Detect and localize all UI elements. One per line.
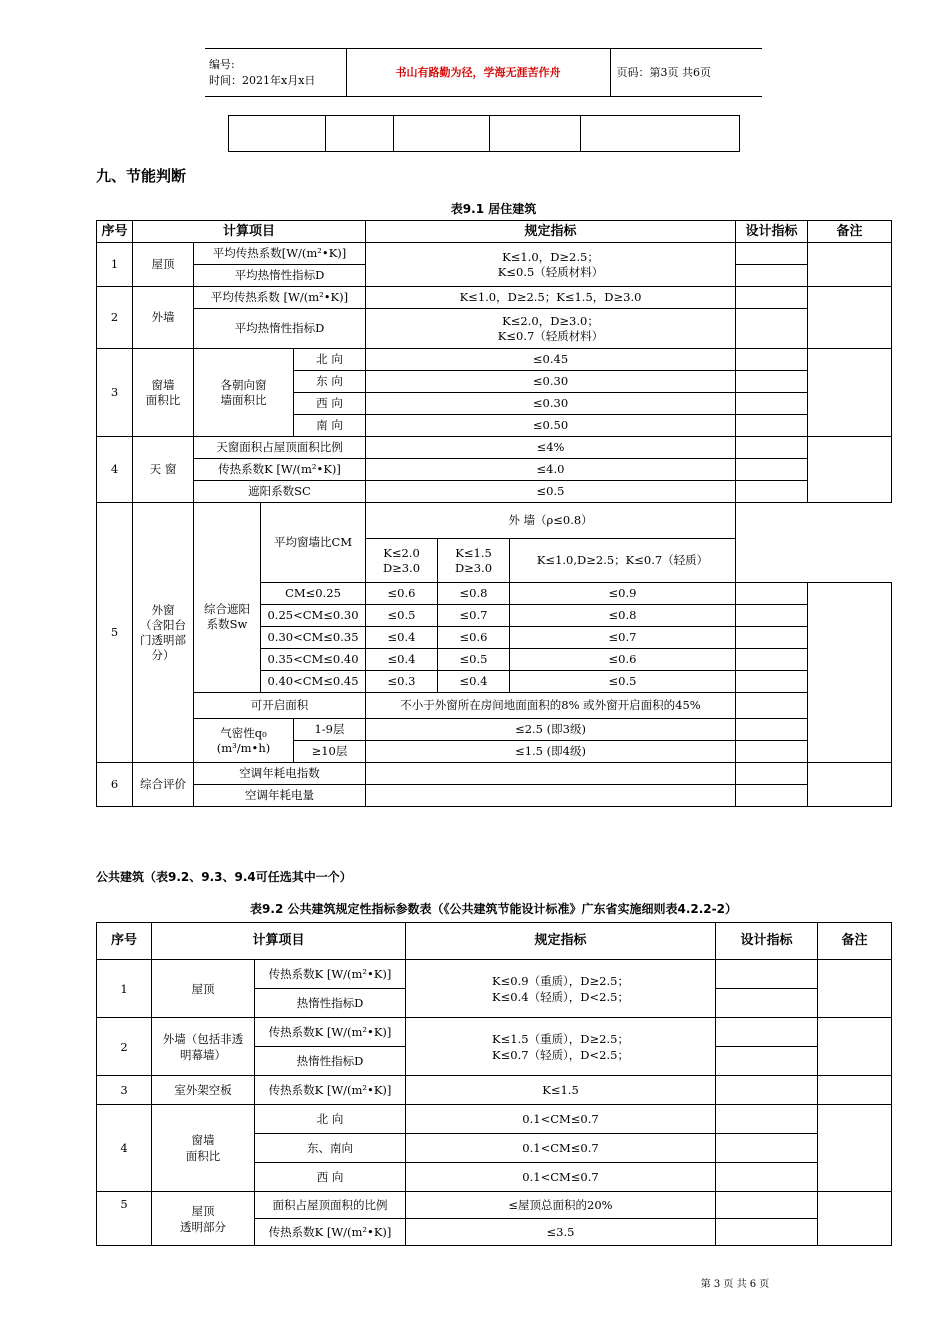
row-item: 传热系数K [W/(m²•K)] bbox=[194, 459, 366, 481]
row-name: 综合评价 bbox=[133, 763, 194, 807]
design-cell bbox=[736, 605, 808, 627]
row-item: 平均热惰性指标D bbox=[194, 309, 366, 349]
row-spec: 0.1<CM≤0.7 bbox=[406, 1163, 716, 1192]
header-id: 编号: bbox=[209, 57, 235, 71]
col-header-no: 序号 bbox=[97, 221, 133, 243]
design-cell bbox=[716, 1018, 818, 1047]
design-cell bbox=[736, 309, 808, 349]
col-header-spec: 规定指标 bbox=[366, 221, 736, 243]
row-spec: 0.1<CM≤0.7 bbox=[406, 1134, 716, 1163]
design-cell bbox=[736, 481, 808, 503]
row-direction: 北 向 bbox=[255, 1105, 406, 1134]
row-direction: 西 向 bbox=[255, 1163, 406, 1192]
row-spec: ≤4% bbox=[366, 437, 736, 459]
open-area-spec: 不小于外窗所在房间地面面积的8% 或外窗开启面积的45% bbox=[366, 693, 736, 719]
row-item: 传热系数K [W/(m²•K)] bbox=[255, 1219, 406, 1246]
sw-value: ≤0.4 bbox=[438, 671, 510, 693]
design-cell bbox=[736, 785, 808, 807]
note-cell bbox=[808, 437, 892, 503]
design-cell bbox=[736, 265, 808, 287]
row-name: 窗墙 面积比 bbox=[152, 1105, 255, 1192]
sw-value: ≤0.4 bbox=[366, 627, 438, 649]
design-cell bbox=[716, 1192, 818, 1219]
public-title: 公共建筑（表9.2、9.3、9.4可任选其中一个） bbox=[96, 870, 352, 884]
wall-col: K≤1.5 D≥3.0 bbox=[438, 539, 510, 583]
row-no: 6 bbox=[97, 763, 133, 807]
row-item: 平均传热系数[W/(m²•K)] bbox=[194, 243, 366, 265]
design-cell bbox=[716, 1047, 818, 1076]
row-spec bbox=[366, 763, 736, 785]
air-spec: ≤2.5 (即3级) bbox=[366, 719, 736, 741]
row-name: 屋顶 透明部分 bbox=[152, 1192, 255, 1246]
table-9-1 bbox=[96, 220, 892, 807]
wall-header: 外 墙（ρ≤0.8） bbox=[366, 503, 736, 539]
table-9-2 bbox=[96, 922, 892, 1246]
row-item: 面积占屋顶面积的比例 bbox=[255, 1192, 406, 1219]
header-motto: 书山有路勤为径，学海无涯苦作舟 bbox=[346, 49, 610, 97]
design-cell bbox=[736, 371, 808, 393]
design-cell bbox=[736, 243, 808, 265]
row-name: 外墙（包括非透 明幕墙） bbox=[152, 1018, 255, 1076]
row-spec: ≤0.5 bbox=[366, 481, 736, 503]
row-item: 平均热惰性指标D bbox=[194, 265, 366, 287]
col-header-note: 备注 bbox=[818, 923, 892, 960]
row-spec: ≤4.0 bbox=[366, 459, 736, 481]
empty-cell bbox=[581, 116, 740, 152]
col-header-design: 设计指标 bbox=[736, 221, 808, 243]
col-header-item: 计算项目 bbox=[152, 923, 406, 960]
air-tightness-label: 气密性q₀ (m³/m•h) bbox=[194, 719, 294, 763]
empty-cell bbox=[229, 116, 326, 152]
row-item: 空调年耗电量 bbox=[194, 785, 366, 807]
table2-caption: 表9.2 公共建筑规定性指标参数表（《公共建筑节能设计标准》广东省实施细则表4.2.2-2） bbox=[250, 902, 737, 916]
row-spec: K≤1.5 bbox=[406, 1076, 716, 1105]
row-subname: 综合遮阳 系数Sw bbox=[194, 503, 261, 693]
row-no: 1 bbox=[97, 960, 152, 1018]
row-name: 屋顶 bbox=[133, 243, 194, 287]
design-cell bbox=[736, 459, 808, 481]
avg-ratio-label: 平均窗墙比CM bbox=[261, 503, 366, 583]
design-cell bbox=[736, 415, 808, 437]
air-spec: ≤1.5 (即4级) bbox=[366, 741, 736, 763]
empty-cell bbox=[490, 116, 581, 152]
row-no: 2 bbox=[97, 1018, 152, 1076]
row-spec: K≤1.0，D≥2.5；K≤1.5，D≥3.0 bbox=[366, 287, 736, 309]
row-no: 1 bbox=[97, 243, 133, 287]
floor-range: 1-9层 bbox=[294, 719, 366, 741]
wall-col: K≤2.0 D≥3.0 bbox=[366, 539, 438, 583]
note-cell bbox=[808, 243, 892, 287]
row-spec: 0.1<CM≤0.7 bbox=[406, 1105, 716, 1134]
row-no: 3 bbox=[97, 349, 133, 437]
open-area-label: 可开启面积 bbox=[194, 693, 366, 719]
header-time: 时间：2021年x月x日 bbox=[209, 73, 316, 87]
row-spec: ≤3.5 bbox=[406, 1219, 716, 1246]
sw-value: ≤0.4 bbox=[366, 649, 438, 671]
row-name: 外窗 （含阳台 门透明部 分） bbox=[133, 503, 194, 763]
design-cell bbox=[736, 741, 808, 763]
row-item: 遮阳系数SC bbox=[194, 481, 366, 503]
design-note-cell bbox=[736, 503, 892, 583]
note-cell bbox=[818, 1018, 892, 1076]
sw-value: ≤0.6 bbox=[366, 583, 438, 605]
row-direction: 南 向 bbox=[294, 415, 366, 437]
cm-range: 0.35<CM≤0.40 bbox=[261, 649, 366, 671]
sw-value: ≤0.6 bbox=[438, 627, 510, 649]
sw-value: ≤0.7 bbox=[510, 627, 736, 649]
col-header-spec: 规定指标 bbox=[406, 923, 716, 960]
page-footer: 第 3 页 共 6 页 bbox=[700, 1279, 770, 1290]
sw-value: ≤0.7 bbox=[438, 605, 510, 627]
row-name: 屋顶 bbox=[152, 960, 255, 1018]
row-direction: 西 向 bbox=[294, 393, 366, 415]
sw-value: ≤0.3 bbox=[366, 671, 438, 693]
row-direction: 东、南向 bbox=[255, 1134, 406, 1163]
cm-range: 0.40<CM≤0.45 bbox=[261, 671, 366, 693]
row-item: 传热系数K [W/(m²•K)] bbox=[255, 960, 406, 989]
design-cell bbox=[716, 989, 818, 1018]
wall-col: K≤1.0,D≥2.5；K≤0.7（轻质） bbox=[510, 539, 736, 583]
header-page: 页码：第3页 共6页 bbox=[610, 49, 762, 97]
design-cell bbox=[736, 287, 808, 309]
design-cell bbox=[736, 693, 808, 719]
table1-caption: 表9.1 居住建筑 bbox=[450, 202, 537, 216]
row-spec: ≤0.30 bbox=[366, 393, 736, 415]
row-no: 4 bbox=[97, 437, 133, 503]
cm-range: CM≤0.25 bbox=[261, 583, 366, 605]
design-cell bbox=[736, 763, 808, 785]
design-cell bbox=[736, 583, 808, 605]
row-direction: 北 向 bbox=[294, 349, 366, 371]
row-item: 热惰性指标D bbox=[255, 989, 406, 1018]
cm-range: 0.25<CM≤0.30 bbox=[261, 605, 366, 627]
row-spec: K≤1.0，D≥2.5； K≤0.5（轻质材料） bbox=[366, 243, 736, 287]
sw-value: ≤0.5 bbox=[510, 671, 736, 693]
floor-range: ≥10层 bbox=[294, 741, 366, 763]
design-cell bbox=[736, 437, 808, 459]
row-spec: ≤0.45 bbox=[366, 349, 736, 371]
row-name: 天 窗 bbox=[133, 437, 194, 503]
row-spec: ≤0.50 bbox=[366, 415, 736, 437]
col-header-design: 设计指标 bbox=[716, 923, 818, 960]
design-cell bbox=[736, 671, 808, 693]
row-direction: 东 向 bbox=[294, 371, 366, 393]
note-cell bbox=[818, 1192, 892, 1246]
design-cell bbox=[716, 1076, 818, 1105]
row-no: 4 bbox=[97, 1105, 152, 1192]
row-spec: K≤0.9（重质），D≥2.5； K≤0.4（轻质），D<2.5； bbox=[406, 960, 716, 1018]
note-cell bbox=[818, 960, 892, 1018]
design-cell bbox=[716, 1105, 818, 1134]
note-cell bbox=[818, 1076, 892, 1105]
row-name: 室外架空板 bbox=[152, 1076, 255, 1105]
row-spec: K≤1.5（重质），D≥2.5； K≤0.7（轻质），D<2.5； bbox=[406, 1018, 716, 1076]
row-subname: 各朝向窗 墙面积比 bbox=[194, 349, 294, 437]
row-name: 窗墙 面积比 bbox=[133, 349, 194, 437]
page-header bbox=[205, 48, 762, 97]
col-header-item: 计算项目 bbox=[133, 221, 366, 243]
sw-value: ≤0.5 bbox=[366, 605, 438, 627]
row-item: 空调年耗电指数 bbox=[194, 763, 366, 785]
col-header-note: 备注 bbox=[808, 221, 892, 243]
row-spec: ≤屋顶总面积的20% bbox=[406, 1192, 716, 1219]
note-cell bbox=[808, 287, 892, 349]
empty-cell bbox=[326, 116, 394, 152]
header-meta bbox=[205, 49, 346, 97]
design-cell bbox=[716, 1163, 818, 1192]
row-item: 传热系数K [W/(m²•K)] bbox=[255, 1076, 406, 1105]
design-cell bbox=[716, 1134, 818, 1163]
row-item: 平均传热系数 [W/(m²•K)] bbox=[194, 287, 366, 309]
empty-cell bbox=[394, 116, 490, 152]
sw-value: ≤0.8 bbox=[510, 605, 736, 627]
design-cell bbox=[736, 627, 808, 649]
row-spec bbox=[366, 785, 736, 807]
design-cell bbox=[736, 719, 808, 741]
design-cell bbox=[716, 960, 818, 989]
design-cell bbox=[716, 1219, 818, 1246]
row-spec: K≤2.0，D≥3.0； K≤0.7（轻质材料） bbox=[366, 309, 736, 349]
col-header-no: 序号 bbox=[97, 923, 152, 960]
section-title: 九、节能判断 bbox=[96, 167, 187, 185]
row-no: 3 bbox=[97, 1076, 152, 1105]
row-no: 2 bbox=[97, 287, 133, 349]
design-cell bbox=[736, 349, 808, 371]
row-item: 传热系数K [W/(m²•K)] bbox=[255, 1018, 406, 1047]
note-cell bbox=[808, 583, 892, 763]
sw-value: ≤0.9 bbox=[510, 583, 736, 605]
row-no: 5 bbox=[97, 1192, 152, 1246]
design-cell bbox=[736, 393, 808, 415]
sw-value: ≤0.6 bbox=[510, 649, 736, 671]
note-cell bbox=[808, 349, 892, 437]
note-cell bbox=[818, 1105, 892, 1192]
row-item: 天窗面积占屋顶面积比例 bbox=[194, 437, 366, 459]
cm-range: 0.30<CM≤0.35 bbox=[261, 627, 366, 649]
row-spec: ≤0.30 bbox=[366, 371, 736, 393]
residual-table bbox=[228, 115, 740, 152]
row-name: 外墙 bbox=[133, 287, 194, 349]
design-cell bbox=[736, 649, 808, 671]
sw-value: ≤0.8 bbox=[438, 583, 510, 605]
row-item: 热惰性指标D bbox=[255, 1047, 406, 1076]
sw-value: ≤0.5 bbox=[438, 649, 510, 671]
row-no: 5 bbox=[97, 503, 133, 763]
note-cell bbox=[808, 763, 892, 807]
